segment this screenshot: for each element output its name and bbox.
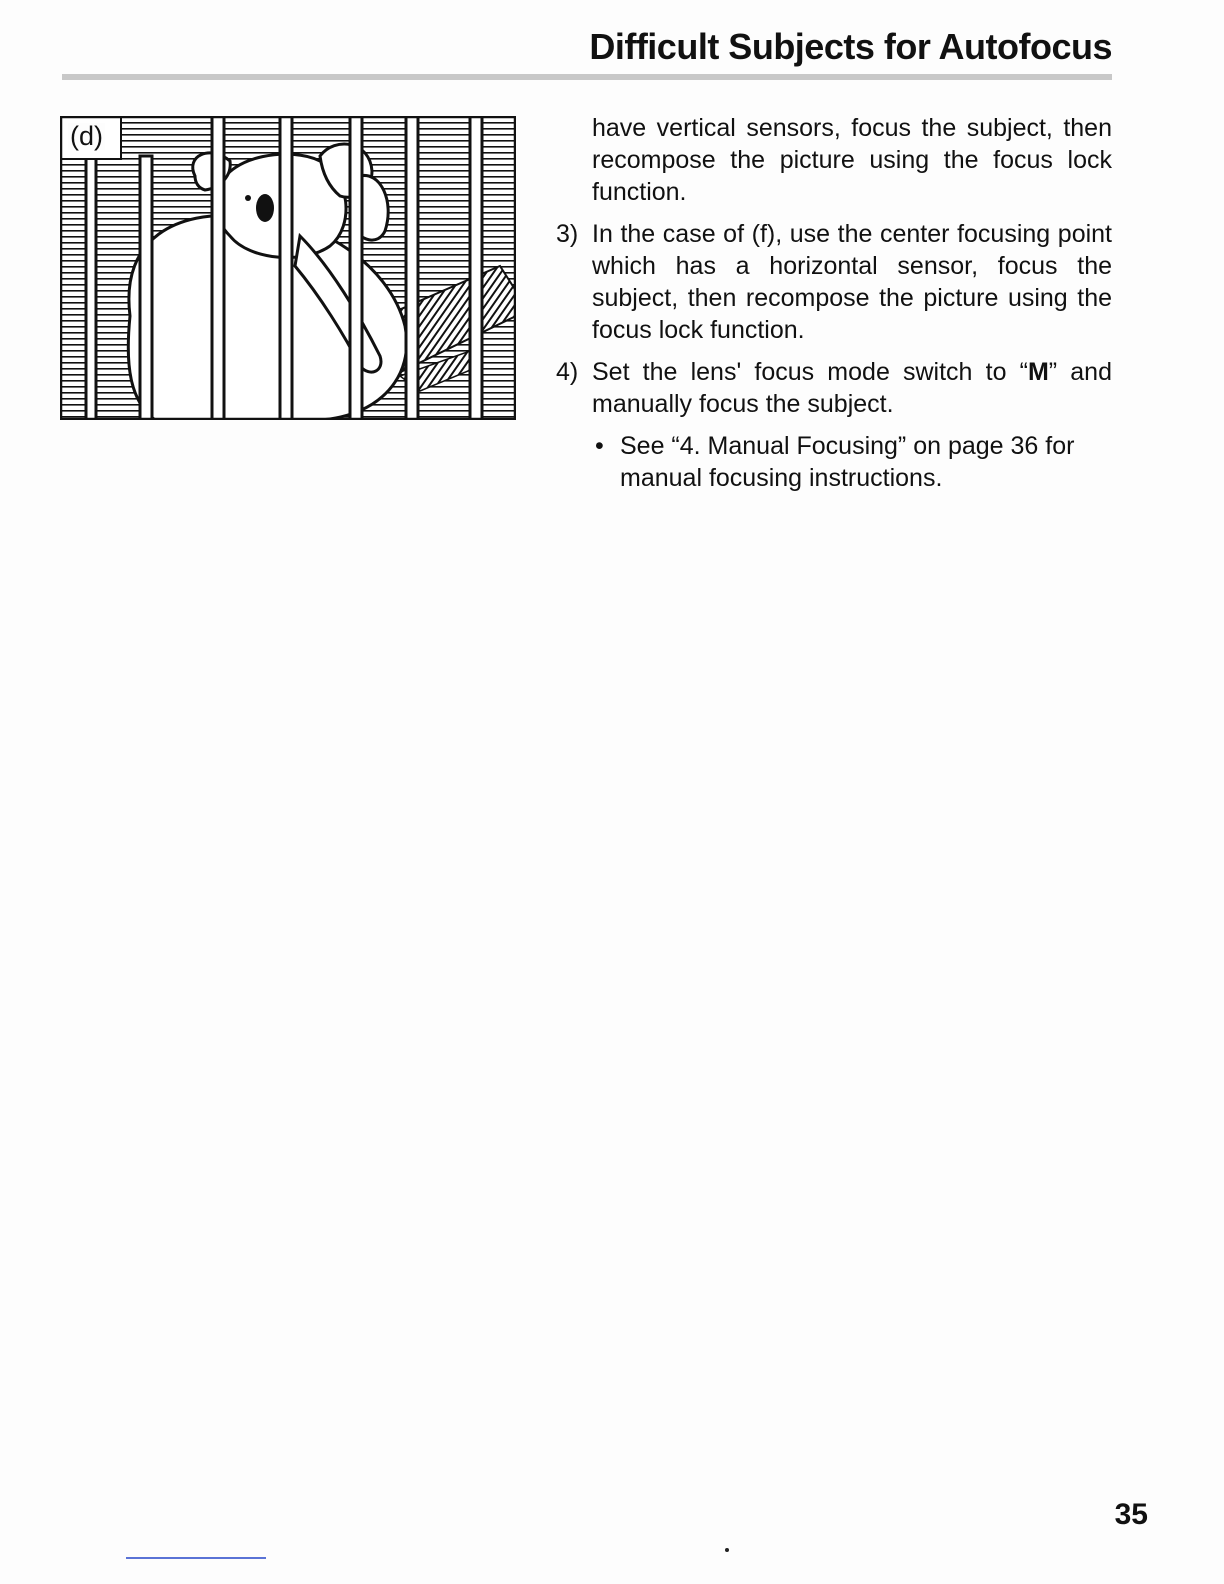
page-number: 35 bbox=[1114, 1498, 1148, 1531]
step-3 bbox=[556, 218, 1112, 346]
step-3-number: 3) bbox=[556, 220, 579, 248]
step-4-text-before: Set the lens' focus mode switch to “ bbox=[592, 358, 1028, 386]
step-3-text: In the case of (f), use the center focusing point which has a horizontal sensor, focus the subject, then recompose the picture using the focus lock function. bbox=[592, 220, 1112, 344]
figure-label: (d) bbox=[70, 121, 103, 151]
intro-paragraph: have vertical sensors, focus the subject, then recompose the picture using the focus lock function. bbox=[592, 114, 1112, 206]
koala-illustration bbox=[60, 116, 516, 420]
header-rule bbox=[62, 74, 1112, 80]
page-title: Difficult Subjects for Autofocus bbox=[589, 26, 1112, 67]
step-4-number: 4) bbox=[556, 358, 579, 386]
bullet-dot: • bbox=[595, 432, 604, 460]
scan-mark-line bbox=[126, 1557, 266, 1559]
reference-note bbox=[556, 430, 1112, 494]
reference-note-text: See “4. Manual Focusing” on page 36 for manual focusing instructions. bbox=[620, 432, 1075, 492]
focus-mode-m: M bbox=[1027, 358, 1049, 386]
step-4-text-after: ” and manually focus the subject. bbox=[592, 358, 1112, 418]
step-4 bbox=[556, 356, 1112, 420]
instructions-text bbox=[556, 112, 1112, 494]
scan-speck bbox=[725, 1548, 729, 1552]
